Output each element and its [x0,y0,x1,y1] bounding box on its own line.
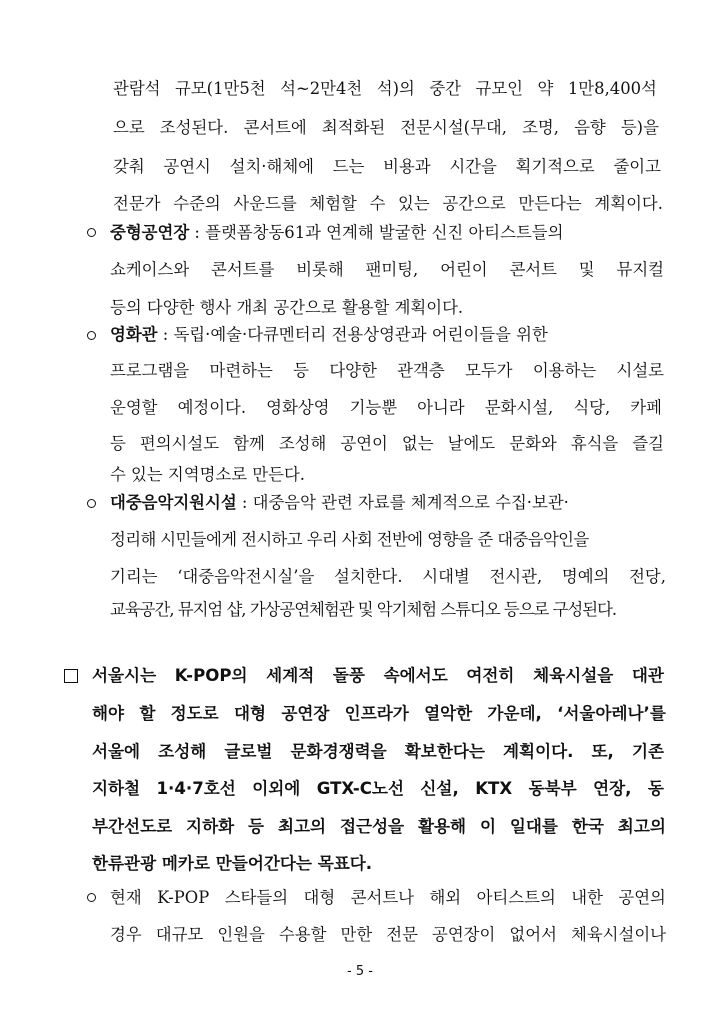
page-number: - 5 - [347,964,373,979]
paragraph-line [110,259,664,281]
word: 여전히 [466,666,515,685]
word: 일대를 [509,817,558,836]
word: 휴식을 [570,434,619,453]
square-bullet-icon [64,669,78,683]
word: 인프라가 [344,704,409,723]
bullet-item-music-support [110,492,666,514]
word: 수용할 [278,925,327,944]
word: GTX-C노선 [316,779,404,798]
circle-bullet-icon [87,893,96,902]
text-line [110,259,664,281]
paragraph-line [110,397,662,419]
word: 지하철 [92,779,141,798]
word: 접근성을 [339,817,405,836]
word: 아티스트의 [476,888,556,907]
paragraph-line [110,566,666,588]
word: 즐길 [632,434,664,453]
word: 해외 [429,888,462,907]
word: 돌풍 [332,666,365,685]
text-line [110,433,664,455]
text-line [110,566,666,588]
text-line [113,156,661,178]
word: 중간 [429,79,461,98]
word: 및 [578,260,595,279]
word: 지하화 [186,817,235,836]
word: 1만8,400석 [567,79,657,98]
paragraph-line [110,433,664,455]
word: 전문가 [113,194,161,213]
word: ‘대중음악전시실’을 [177,567,315,586]
word: 운영할 [110,398,158,417]
word: 전당, [629,567,666,586]
word: 비용과 [383,157,431,176]
word: 이외에 [252,779,301,798]
word: 체육시설이나 [570,925,666,944]
word: 경우 [110,925,142,944]
word: 카페 [630,398,662,417]
word: 약 [537,79,554,98]
text-line [113,193,663,215]
word: 또, [591,742,614,761]
text-line: 한류관광 메카로 만들어간다는 목표다. [92,854,373,873]
word: 규모(1만5천 [175,79,266,98]
paragraph-line [110,599,666,621]
word: 대관 [631,666,664,685]
word: 동 [647,779,664,798]
word: 시대별 [422,567,470,586]
word: 만한 [340,925,373,944]
section-paragraph-line [92,741,664,763]
word: 활용해 [417,817,467,836]
text-line [92,741,664,763]
word: 조성해 [278,434,327,453]
word: 공연시 [163,157,211,176]
word: 기능뿐 [349,398,398,417]
paragraph-line [113,117,659,139]
circle-bullet-icon [87,499,96,508]
word: 속에서도 [383,666,448,685]
word: 공연장이 [431,925,496,944]
word: KTX [475,779,513,798]
word: 서울에 [92,742,141,761]
word: 문화경쟁력을 [290,742,387,761]
word: 설치한다. [334,567,403,586]
word: 서울시는 [92,666,157,685]
text-line: 등의 다양한 행사 개최 공간으로 활용할 계획이다. [110,298,464,317]
text-line [110,397,662,419]
word: 대형 [303,888,336,907]
word: 사운드를 [233,194,297,213]
text-line [110,924,666,946]
word: 인원을 [217,925,265,944]
word: ‘서울아레나’를 [557,704,666,723]
text-line: 정리해 시민들에게 전시하고 우리 사회 전반에 영향을 준 대중음악인을 [110,530,589,549]
word: 획기적으로 [515,157,595,176]
word: 확보한다는 [404,742,485,761]
word: 세계적 [266,666,315,685]
paragraph-line [113,193,663,215]
word: 1·4·7호선 [156,779,236,798]
word: 마련하는 [209,361,273,380]
word: 내한 [571,888,603,907]
word: 최고의 [617,817,666,836]
word: 수 [369,194,386,213]
paragraph-line [110,360,664,382]
word: 없는 [401,434,434,453]
word: 한국 [571,817,604,836]
word: 있는 [398,194,430,213]
word: 시설로 [616,361,664,380]
word: 전문 [386,925,418,944]
word: 관람석 [113,79,161,98]
word: 다양한 [329,361,377,380]
word: 쇼케이스와 [110,260,190,279]
word: 예정이다. [177,398,247,417]
word: 공연의 [618,888,666,907]
word: 최고의 [277,817,327,836]
text-line: 교육공간, 뮤지엄 샵, 가상공연체험관 및 악기체험 스튜디오 등으로 구성된다. [110,600,617,619]
paragraph-line [110,924,666,946]
section-paragraph-line [92,778,664,800]
word: 콘서트에 [243,118,307,137]
word: 아니라 [417,398,465,417]
word: 시간을 [449,157,497,176]
word: 이 [479,817,496,836]
word: 전시관, [489,567,543,586]
word: 열악한 [424,704,473,723]
word: 팬미팅, [365,260,419,279]
word: 콘서트 [509,260,557,279]
word: 날에도 [447,434,496,453]
word: K-POP의 [174,666,248,685]
word: 체험할 [309,194,357,213]
word: 등)을 [620,118,659,137]
word: 할 [139,704,156,723]
paragraph-line [110,529,666,551]
bullet-term: 대중음악지원시설 [110,493,237,512]
word: 조성된다. [159,118,229,137]
word: 규모인 [475,79,523,98]
word: 모두가 [465,361,513,380]
section-paragraph-line [92,703,666,725]
text-line [110,887,666,909]
word: 공간으로 [442,194,506,213]
word: 프로그램을 [110,361,190,380]
paragraph-line [113,78,657,100]
word: 등 [248,817,265,836]
word: 함께 [233,434,265,453]
word: 가운데, [487,704,542,723]
word: 현재 [110,888,142,907]
word: 등 [293,361,310,380]
word: 공연이 [340,434,388,453]
word: 식당, [573,398,611,417]
circle-bullet-icon [87,228,96,237]
circle-bullet-icon [87,331,96,340]
bullet-term: 중형공연장 [110,223,190,242]
paragraph-line [110,464,305,486]
word: 문화와 [509,434,557,453]
word: 기리는 [110,567,158,586]
word: K-POP [157,888,210,907]
text-line: : 플랫폼창동61과 연계해 발굴한 신진 아티스트들의 [189,223,564,242]
word: 만든다는 [518,194,582,213]
word: 어린이 [440,260,488,279]
word: 해야 [92,704,125,723]
text-line: 수 있는 지역명소로 만든다. [110,465,306,484]
word: 동북부 [528,779,577,798]
word: 석~2만4천 [280,79,363,98]
word: 전문시설(무대, [400,118,507,137]
word: 줄이고 [613,157,661,176]
word: 비롯해 [296,260,344,279]
section-paragraph-line [92,816,666,838]
bullet-term: 영화관 [110,325,158,344]
word: 체육시설을 [533,666,614,685]
word: 뮤지컬 [616,260,664,279]
text-line [113,117,659,139]
text-line: : 대중음악 관련 자료를 체계적으로 수집·보관· [236,493,569,512]
word: 대형 [233,704,267,723]
word: 글로벌 [224,742,273,761]
bullet-item-medium-hall [110,222,664,244]
text-line [92,778,664,800]
word: 신설, [420,779,459,798]
text-line [92,703,666,725]
text-line [110,360,664,382]
paragraph-line [110,887,666,909]
text-line [92,665,664,687]
word: 관객층 [397,361,445,380]
paragraph-line [113,156,661,178]
word: 석)의 [376,79,415,98]
section-paragraph-line [92,853,372,875]
word: 콘서트를 [211,260,275,279]
section-paragraph-line [92,665,664,687]
word: 등 [110,434,126,453]
word: 명예의 [561,567,610,586]
word: 대규모 [155,925,204,944]
word: 기존 [631,742,664,761]
word: 으로 [113,118,145,137]
word: 편의시설도 [139,434,220,453]
word: 계획이다. [594,194,663,213]
word: 이용하는 [532,361,597,380]
word: 문화시설, [484,398,554,417]
word: 부간선도로 [92,817,173,836]
word: 스타들의 [224,888,289,907]
text-line [92,816,666,838]
word: 없어서 [509,925,557,944]
paragraph-line [110,297,463,319]
word: 계획이다. [503,742,574,761]
text-line: : 독립·예술·다큐멘터리 전용상영관과 어린이들을 위한 [157,325,548,344]
word: 조성해 [158,742,207,761]
word: 콘서트나 [350,888,414,907]
word: 드는 [332,157,365,176]
word: 갖춰 [113,157,145,176]
word: 설치·해체에 [229,157,314,176]
word: 음향 [574,118,606,137]
word: 연장, [593,779,632,798]
word: 최적화된 [321,118,386,137]
word: 정도로 [170,704,219,723]
word: 수준의 [173,194,221,213]
text-line [113,78,657,100]
word: 공연장 [281,704,330,723]
bullet-item-cinema [110,324,666,346]
word: 조명, [522,118,559,137]
word: 영화상영 [266,398,330,417]
